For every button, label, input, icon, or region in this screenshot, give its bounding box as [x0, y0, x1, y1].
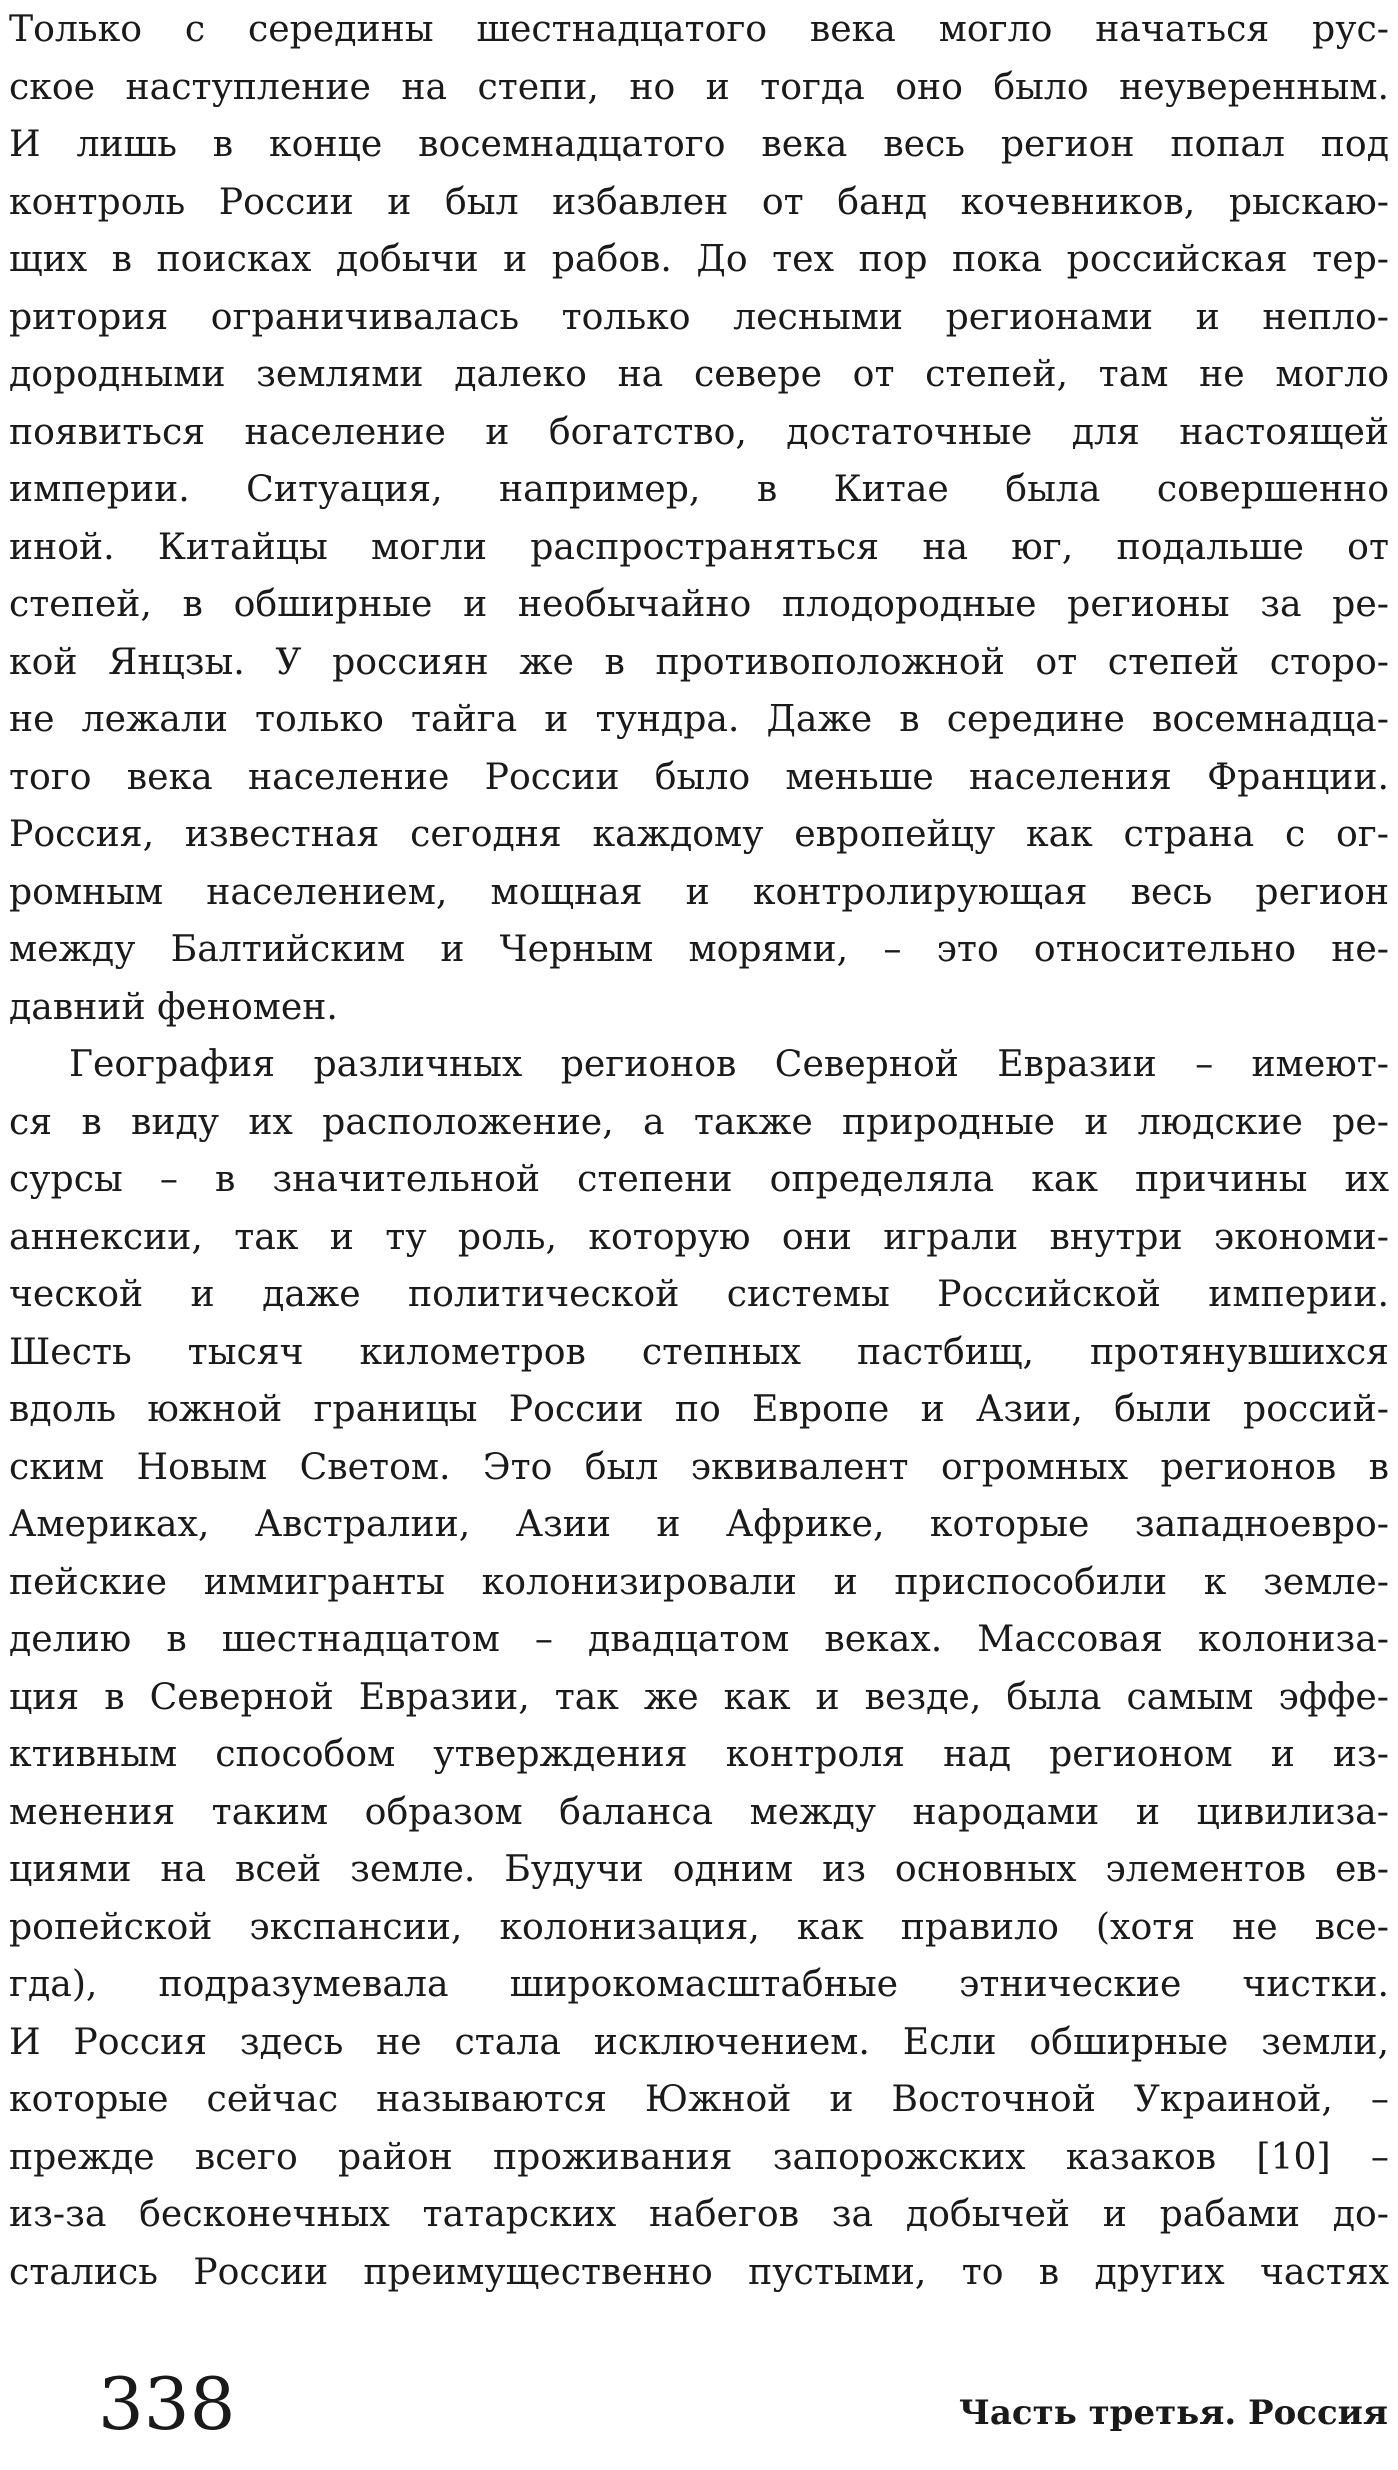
text-line: того века население России было меньше населения Франции. — [9, 754, 1389, 798]
text-line: щих в поисках добычи и рабов. До тех пор пока российская тер- — [9, 237, 1389, 280]
text-line: вдоль южной границы России по Европе и Азии, были россий- — [9, 1387, 1389, 1430]
text-line: давний феномен. — [9, 984, 338, 1028]
running-head: Часть третья. Россия — [958, 2393, 1388, 2433]
text-line: циями на всей земле. Будучи одним из основных элементов ев- — [9, 1847, 1389, 1890]
text-line: ропейской экспансии, колонизация, как правило (хотя не все- — [9, 1904, 1389, 1948]
text-line: между Балтийским и Черным морями, – это относительно не- — [9, 927, 1389, 970]
text-line: степей, в обширные и необычайно плодородные регионы за ре- — [9, 582, 1389, 625]
text-line: И Россия здесь не стала исключением. Если обширные земли, — [9, 2019, 1389, 2063]
text-line: иной. Китайцы могли распространяться на юг, подальше от — [9, 524, 1389, 568]
text-line: из-за бесконечных татарских набегов за добычей и рабами до- — [9, 2192, 1389, 2235]
text-line: появиться население и богатство, достаточные для настоящей — [9, 409, 1389, 453]
text-line: И лишь в конце восемнадцатого века весь регион попал под — [9, 122, 1389, 165]
page-footer — [0, 2360, 1398, 2460]
text-line: ское наступление на степи, но и тогда оно было неуверенным. — [9, 64, 1389, 108]
text-line: ритория ограничивалась только лесными регионами и неплo- — [9, 294, 1389, 338]
text-line: империи. Ситуация, например, в Китае была совершенно — [9, 467, 1389, 510]
text-line: делию в шестнадцатом – двадцатом веках. Массовая колониза- — [9, 1617, 1389, 1660]
text-line: Россия, известная сегодня каждому европейцу как страна с ог- — [9, 812, 1389, 855]
text-line: прежде всего район проживания запорожских казаков [10] – — [9, 2134, 1389, 2178]
text-line: Шесть тысяч километров степных пастбищ, протянувшихся — [9, 1329, 1389, 1373]
text-line: ктивным способом утверждения контроля над регионом и из- — [9, 1732, 1389, 1775]
text-line: гда), подразумевала широкомасштабные этнические чистки. — [9, 1962, 1389, 2005]
text-line: кой Янцзы. У россиян же в противоположной от степей сторо- — [9, 639, 1389, 683]
text-line: контроль России и был избавлен от банд кочевников, рыскаю- — [9, 179, 1389, 223]
text-line: пейские иммигранты колонизировали и приспособили к земле- — [9, 1559, 1389, 1603]
text-line: стались России преимущественно пустыми, то в других частях — [9, 2249, 1389, 2293]
text-line: География различных регионов Северной Евразии – имеют- — [69, 1042, 1389, 1085]
text-line: ция в Северной Евразии, так же как и везде, была самым эффе- — [9, 1674, 1389, 1718]
text-line: не лежали только тайга и тундра. Даже в середине восемнадца- — [9, 697, 1389, 740]
text-line: Только с середины шестнадцатого века могло начаться рус- — [9, 7, 1389, 50]
text-line: менения таким образом баланса между народами и цивилиза- — [9, 1789, 1389, 1833]
body-text — [9, 0, 1389, 2300]
text-line: аннексии, так и ту роль, которую они играли внутри экономи- — [9, 1214, 1389, 1258]
paragraph-1 — [9, 0, 1389, 1035]
text-line: Америках, Австралии, Азии и Африке, которые западноевро- — [9, 1502, 1389, 1545]
text-line: дородными землями далеко на севере от степей, там не могло — [9, 352, 1389, 395]
text-line: сурсы – в значительной степени определяла как причины их — [9, 1157, 1389, 1200]
text-line: ским Новым Светом. Это был эквивалент огромных регионов в — [9, 1444, 1389, 1488]
text-line: ромным населением, мощная и контролирующая весь регион — [9, 869, 1389, 913]
text-line: ческой и даже политической системы Российской империи. — [9, 1272, 1389, 1315]
text-line: ся в виду их расположение, а также природные и людские ре- — [9, 1099, 1389, 1143]
text-line: которые сейчас называются Южной и Восточной Украиной, – — [9, 2077, 1389, 2120]
page-number: 338 — [98, 2362, 236, 2446]
paragraph-2 — [9, 1035, 1389, 2300]
